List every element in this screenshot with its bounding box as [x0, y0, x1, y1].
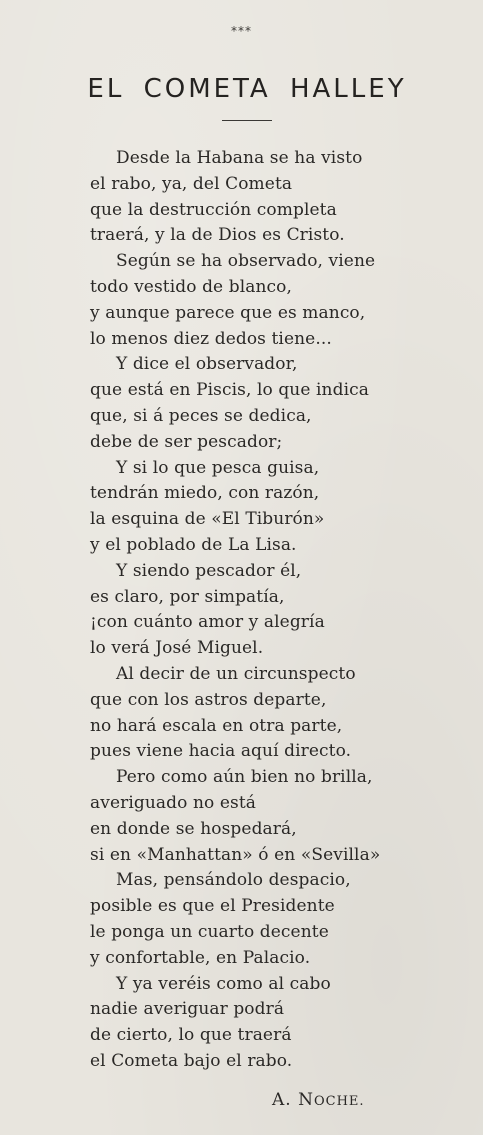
poem-line: en donde se hospedará, — [90, 818, 297, 839]
poem-line: es claro, por simpatía, — [90, 586, 285, 607]
poem-line: pues viene hacia aquí directo. — [90, 741, 352, 762]
poem-line: debe de ser pescador; — [90, 431, 283, 452]
poem-line: y el poblado de La Lisa. — [90, 534, 297, 555]
poem-line: Y dice el observador, — [116, 354, 298, 375]
poem-line: el rabo, ya, del Cometa — [90, 173, 293, 194]
poem-line: Al decir de un circunspecto — [116, 663, 356, 684]
poem-line: lo verá José Miguel. — [90, 638, 264, 659]
ornament-asterisks: *** — [231, 24, 252, 38]
poem-line: Según se ha observado, viene — [116, 251, 376, 272]
poem-line: traerá, y la de Dios es Cristo. — [90, 225, 345, 246]
poem-line: ¡con cuánto amor y alegría — [90, 612, 325, 633]
poem-line: Y ya veréis como al cabo — [116, 973, 331, 994]
poem-line: todo vestido de blanco, — [90, 276, 292, 297]
author-signature — [272, 1090, 365, 1110]
title-divider — [222, 120, 272, 121]
poem-line: Mas, pensándolo despacio, — [116, 870, 351, 891]
poem-line: y confortable, en Palacio. — [90, 947, 311, 968]
poem-line: que con los astros departe, — [90, 689, 327, 710]
poem-body — [90, 146, 470, 1075]
signature-name-rest: OCHE. — [313, 1094, 365, 1109]
poem-line: Pero como aún bien no brilla, — [116, 767, 373, 788]
signature-initial: A. — [272, 1090, 292, 1110]
poem-line: Y si lo que pesca guisa, — [116, 457, 320, 478]
poem-line: Y siendo pescador él, — [116, 560, 302, 581]
poem-line: nadie averiguar podrá — [90, 999, 285, 1020]
poem-line: el Cometa bajo el rabo. — [90, 1050, 293, 1071]
poem-line: que está en Piscis, lo que indica — [90, 380, 369, 401]
poem-line: tendrán miedo, con razón, — [90, 483, 320, 504]
poem-line: averiguado no está — [90, 792, 256, 813]
signature-name-first-letter: N — [298, 1090, 314, 1110]
poem-line: si en «Manhattan» ó en «Sevilla» — [90, 844, 381, 865]
poem-line: que, si á peces se dedica, — [90, 405, 312, 426]
poem-line: lo menos diez dedos tiene... — [90, 328, 332, 349]
poem-line: le ponga un cuarto decente — [90, 921, 329, 942]
poem-line: posible es que el Presidente — [90, 896, 335, 917]
poem-line: Desde la Habana se ha visto — [116, 148, 363, 168]
poem-line: que la destrucción completa — [90, 199, 337, 220]
poem-line: no hará escala en otra parte, — [90, 715, 343, 736]
poem-line: y aunque parece que es manco, — [90, 302, 366, 323]
poem-line: la esquina de «El Tiburón» — [90, 509, 325, 530]
poem-line: de cierto, lo que traerá — [90, 1025, 292, 1046]
page-title: EL COMETA HALLEY — [87, 74, 407, 104]
